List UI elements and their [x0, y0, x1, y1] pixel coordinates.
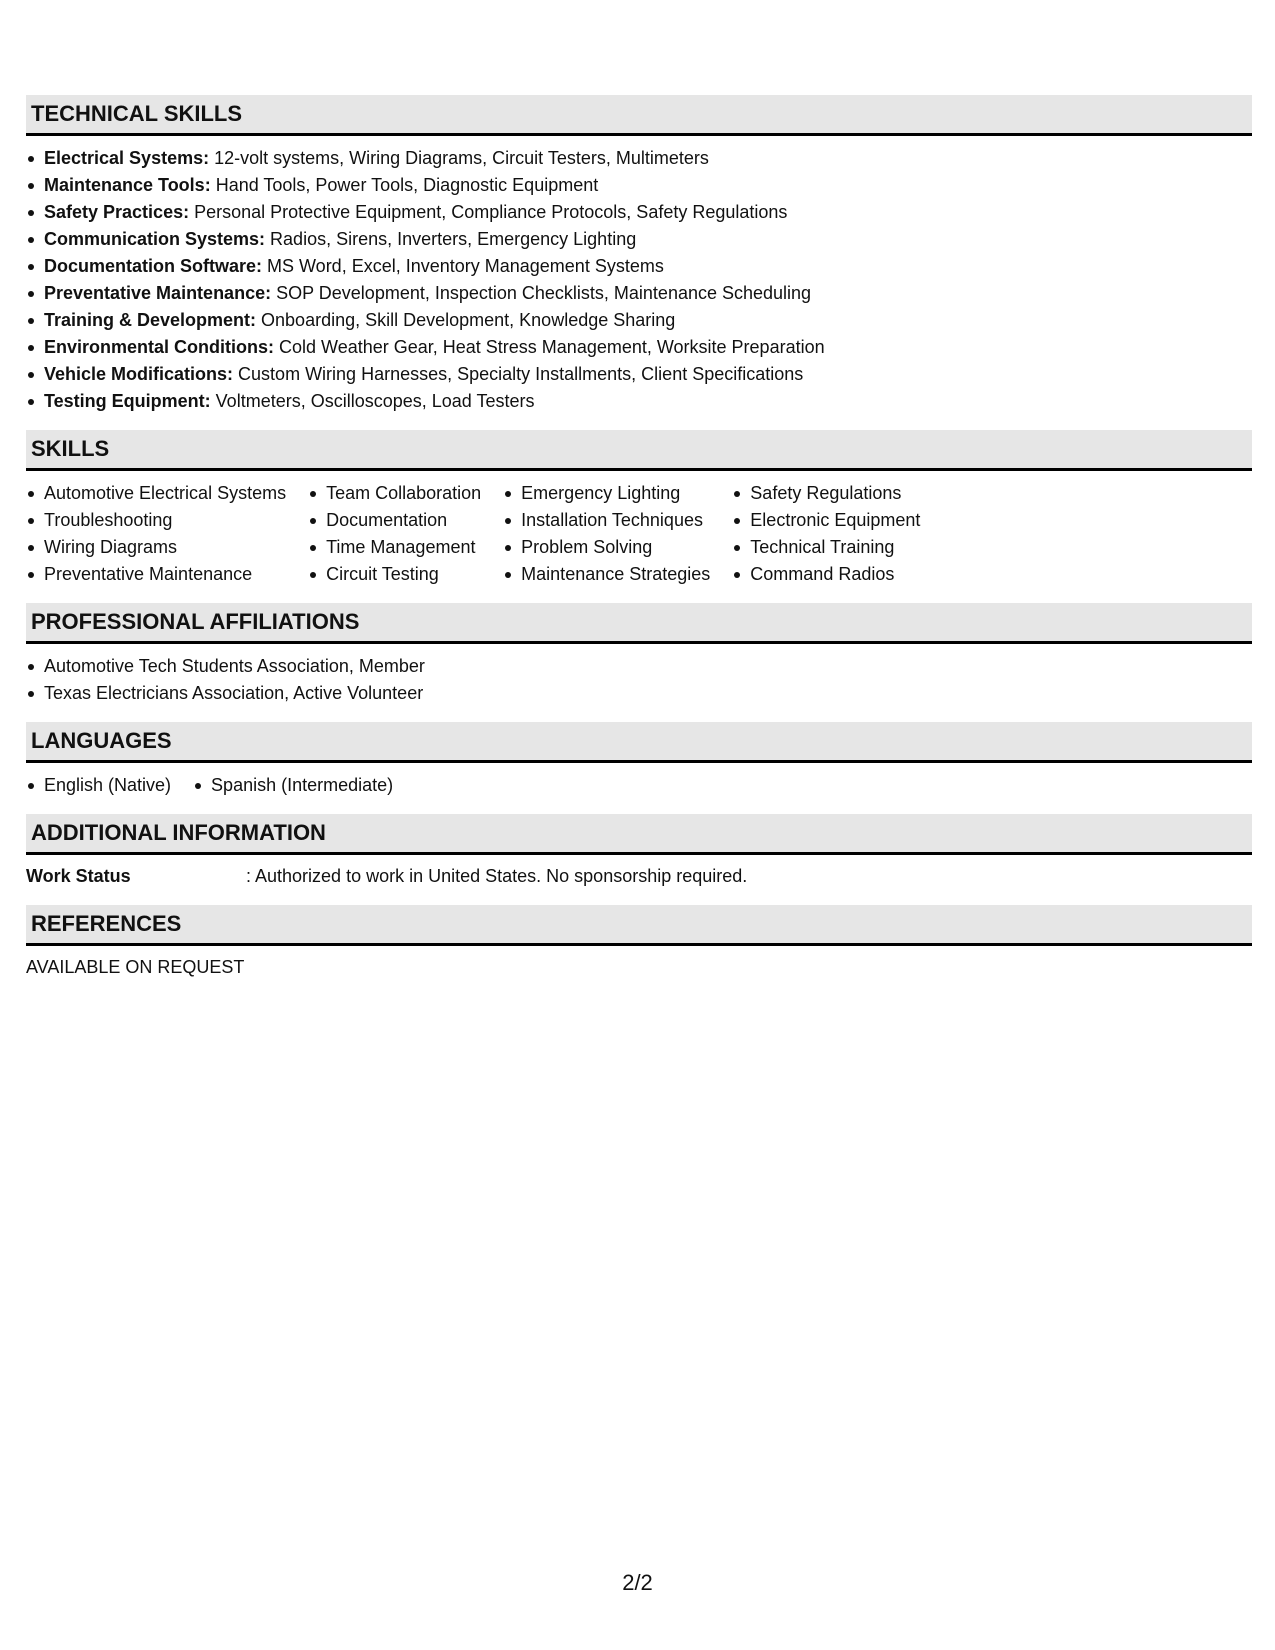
skills-column [308, 480, 481, 588]
item-label: Maintenance Tools: [44, 175, 211, 195]
list-item: English (Native) [26, 772, 171, 799]
technical-skills-list [26, 136, 1252, 430]
work-status-row [26, 855, 1252, 905]
work-status-label: Work Status [26, 866, 131, 886]
item-text: Hand Tools, Power Tools, Diagnostic Equipment [210, 175, 599, 195]
skills-column [26, 480, 286, 588]
list-item: Problem Solving [503, 534, 710, 561]
list-item: Documentation [308, 507, 481, 534]
list-item [26, 334, 1252, 361]
list-item: Automotive Tech Students Association, Member [26, 653, 1252, 680]
list-item [26, 226, 1252, 253]
list-item: Installation Techniques [503, 507, 710, 534]
list-item [26, 388, 1252, 415]
list-item: Maintenance Strategies [503, 561, 710, 588]
list-item: Troubleshooting [26, 507, 286, 534]
languages-list [26, 763, 1252, 814]
item-text: Onboarding, Skill Development, Knowledge Sharing [256, 310, 676, 330]
list-item: Electronic Equipment [732, 507, 920, 534]
list-item [26, 307, 1252, 334]
section-heading-technical-skills: TECHNICAL SKILLS [26, 95, 1252, 136]
list-item [26, 172, 1252, 199]
skills-column [503, 480, 710, 588]
references-text: AVAILABLE ON REQUEST [26, 957, 245, 977]
item-label: Testing Equipment: [44, 391, 211, 411]
item-label: Communication Systems: [44, 229, 266, 249]
list-item: Circuit Testing [308, 561, 481, 588]
item-label: Documentation Software: [44, 256, 263, 276]
list-item: Spanish (Intermediate) [193, 772, 393, 799]
item-text: Cold Weather Gear, Heat Stress Management, Worksite Preparation [274, 337, 825, 357]
item-text: Voltmeters, Oscilloscopes, Load Testers [210, 391, 535, 411]
item-text: Personal Protective Equipment, Compliance Protocols, Safety Regulations [189, 202, 788, 222]
section-heading-additional-information: ADDITIONAL INFORMATION [26, 814, 1252, 855]
list-item: Command Radios [732, 561, 920, 588]
item-label: Electrical Systems: [44, 148, 210, 168]
list-item [26, 361, 1252, 388]
page-number: 2/2 [622, 1570, 653, 1595]
item-label: Environmental Conditions: [44, 337, 275, 357]
item-text: MS Word, Excel, Inventory Management Systems [262, 256, 664, 276]
list-item: Time Management [308, 534, 481, 561]
section-heading-references: REFERENCES [26, 905, 1252, 946]
list-item [26, 145, 1252, 172]
list-item: Safety Regulations [732, 480, 920, 507]
item-text: SOP Development, Inspection Checklists, Maintenance Scheduling [271, 283, 812, 303]
skills-column [732, 480, 920, 588]
section-heading-languages: LANGUAGES [26, 722, 1252, 763]
affiliations-list [26, 644, 1252, 722]
item-label: Vehicle Modifications: [44, 364, 234, 384]
section-heading-affiliations: PROFESSIONAL AFFILIATIONS [26, 603, 1252, 644]
list-item: Technical Training [732, 534, 920, 561]
item-label: Preventative Maintenance: [44, 283, 272, 303]
list-item: Team Collaboration [308, 480, 481, 507]
list-item: Wiring Diagrams [26, 534, 286, 561]
list-item [26, 199, 1252, 226]
resume-page [26, 95, 1252, 981]
item-label: Training & Development: [44, 310, 257, 330]
list-item [26, 253, 1252, 280]
list-item: Texas Electricians Association, Active Volunteer [26, 680, 1252, 707]
list-item: Automotive Electrical Systems [26, 480, 286, 507]
item-text: Radios, Sirens, Inverters, Emergency Lighting [265, 229, 637, 249]
skills-columns [26, 471, 1252, 603]
list-item: Preventative Maintenance [26, 561, 286, 588]
list-item: Emergency Lighting [503, 480, 710, 507]
item-label: Safety Practices: [44, 202, 190, 222]
item-text: 12-volt systems, Wiring Diagrams, Circuit Testers, Multimeters [209, 148, 709, 168]
item-text: Custom Wiring Harnesses, Specialty Installments, Client Specifications [233, 364, 804, 384]
work-status-value: : Authorized to work in United States. No sponsorship required. [246, 866, 748, 886]
list-item [26, 280, 1252, 307]
section-heading-skills: SKILLS [26, 430, 1252, 471]
